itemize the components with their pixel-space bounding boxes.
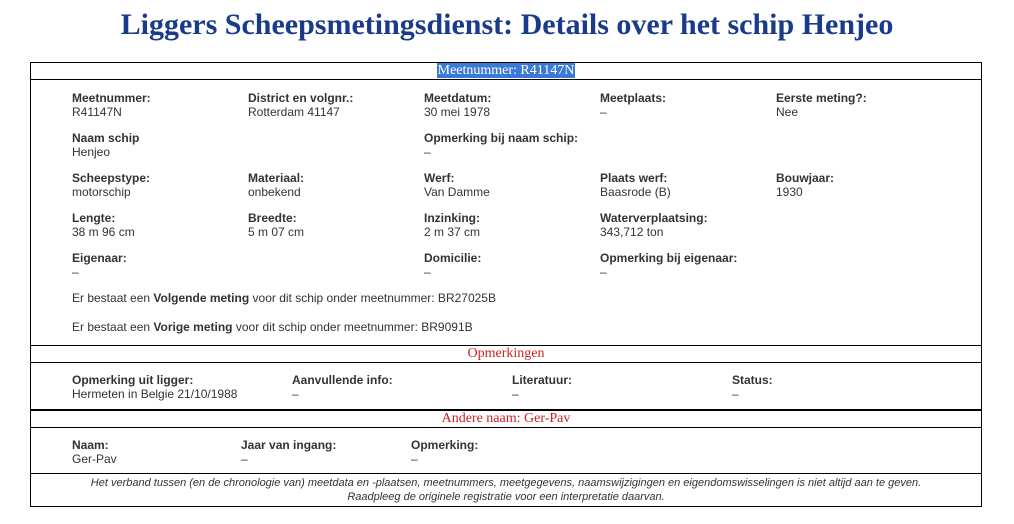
field-werf bbox=[424, 171, 490, 199]
prev-note-pre: Er bestaat een bbox=[72, 320, 154, 334]
value-lengte: 38 m 96 cm bbox=[72, 225, 135, 239]
value-district: Rotterdam 41147 bbox=[248, 105, 340, 119]
label-opmerking-naam: Opmerking bij naam schip: bbox=[424, 131, 579, 145]
label-bouwjaar: Bouwjaar: bbox=[776, 171, 835, 185]
value-meetplaats: – bbox=[600, 105, 607, 119]
label-opmerking-eigenaar: Opmerking bij eigenaar: bbox=[600, 251, 738, 265]
field-naam-schip bbox=[72, 131, 139, 159]
field-bouwjaar bbox=[776, 171, 834, 199]
label-jaar-ingang: Jaar van ingang: bbox=[241, 438, 337, 452]
label-scheepstype: Scheepstype: bbox=[72, 171, 151, 185]
field-opmerking-ligger bbox=[72, 373, 237, 401]
value-werf: Van Damme bbox=[424, 185, 490, 199]
field-meetplaats bbox=[600, 91, 666, 119]
prev-note-bold: Vorige meting bbox=[153, 320, 233, 334]
label-literatuur: Literatuur: bbox=[512, 373, 572, 387]
value-status: – bbox=[732, 387, 739, 401]
field-aanvullende-info bbox=[292, 373, 393, 401]
other-name-box bbox=[30, 427, 982, 474]
label-inzinking: Inzinking: bbox=[424, 211, 480, 225]
remarks-header: Opmerkingen bbox=[30, 345, 982, 363]
field-domicilie bbox=[424, 251, 481, 279]
prev-note-post: voor dit schip onder meetnummer: BR9091B bbox=[232, 320, 473, 334]
previous-measurement-note bbox=[72, 320, 473, 334]
other-name-header: Andere naam: Ger-Pav bbox=[30, 410, 982, 428]
value-meetnummer: R41147N bbox=[72, 105, 122, 119]
value-opmerking-naam: – bbox=[424, 145, 431, 159]
label-meetplaats: Meetplaats: bbox=[600, 91, 667, 105]
label-lengte: Lengte: bbox=[72, 211, 116, 225]
label-opmerking: Opmerking: bbox=[411, 438, 479, 452]
field-materiaal bbox=[248, 171, 304, 199]
meetnummer-header bbox=[30, 62, 982, 80]
field-meetnummer bbox=[72, 91, 151, 119]
label-opmerking-ligger: Opmerking uit ligger: bbox=[72, 373, 194, 387]
field-meetdatum bbox=[424, 91, 491, 119]
next-measurement-note bbox=[72, 291, 496, 305]
value-inzinking: 2 m 37 cm bbox=[424, 225, 481, 239]
label-plaats-werf: Plaats werf: bbox=[600, 171, 668, 185]
label-waterverplaatsing: Waterverplaatsing: bbox=[600, 211, 708, 225]
label-naam-schip: Naam schip bbox=[72, 131, 140, 145]
page-title: Liggers Scheepsmetingsdienst: Details over het schip Henjeo bbox=[120, 8, 894, 41]
value-naam: Ger-Pav bbox=[72, 452, 117, 466]
value-eigenaar: – bbox=[72, 265, 79, 279]
label-naam: Naam: bbox=[72, 438, 109, 452]
field-eigenaar bbox=[72, 251, 127, 279]
field-literatuur bbox=[512, 373, 572, 401]
disclaimer-line-2: Raadpleeg de originele registratie voor een interpretatie daarvan. bbox=[347, 491, 665, 503]
value-literatuur: – bbox=[512, 387, 519, 401]
field-jaar-ingang bbox=[241, 438, 336, 466]
value-aanvullende-info: – bbox=[292, 387, 299, 401]
value-breedte: 5 m 07 cm bbox=[248, 225, 305, 239]
value-scheepstype: motorschip bbox=[72, 185, 131, 199]
next-note-bold: Volgende meting bbox=[153, 291, 250, 305]
disclaimer-line-1: Het verband tussen (en de chronologie van) meetdata en -plaatsen, meetnummers, meetgegevens, naamswijzigingen en eigendomswisselingen is niet altijd aan te geven. bbox=[90, 477, 922, 489]
label-meetdatum: Meetdatum: bbox=[424, 91, 492, 105]
field-breedte bbox=[248, 211, 304, 239]
field-lengte bbox=[72, 211, 135, 239]
label-breedte: Breedte: bbox=[248, 211, 297, 225]
field-waterverplaatsing bbox=[600, 211, 708, 239]
field-status bbox=[732, 373, 773, 401]
value-eerste-meting: Nee bbox=[776, 105, 799, 119]
value-domicilie: – bbox=[424, 265, 431, 279]
value-opmerking: – bbox=[411, 452, 418, 466]
disclaimer-footer bbox=[30, 473, 982, 507]
label-werf: Werf: bbox=[424, 171, 455, 185]
value-naam-schip: Henjeo bbox=[72, 145, 111, 159]
value-materiaal: onbekend bbox=[248, 185, 301, 199]
field-eerste-meting bbox=[776, 91, 867, 119]
field-opmerking-naam bbox=[424, 131, 578, 159]
value-opmerking-eigenaar: – bbox=[600, 265, 607, 279]
label-eerste-meting: Eerste meting?: bbox=[776, 91, 867, 105]
field-plaats-werf bbox=[600, 171, 671, 199]
value-waterverplaatsing: 343,712 ton bbox=[600, 225, 664, 239]
label-eigenaar: Eigenaar: bbox=[72, 251, 127, 265]
field-opmerking bbox=[411, 438, 478, 466]
field-scheepstype bbox=[72, 171, 150, 199]
next-note-pre: Er bestaat een bbox=[72, 291, 154, 305]
next-note-post: voor dit schip onder meetnummer: BR27025B bbox=[249, 291, 496, 305]
value-bouwjaar: 1930 bbox=[776, 185, 803, 199]
label-domicilie: Domicilie: bbox=[424, 251, 482, 265]
label-meetnummer: Meetnummer: bbox=[72, 91, 151, 105]
label-materiaal: Materiaal: bbox=[248, 171, 305, 185]
field-district bbox=[248, 91, 353, 119]
field-opmerking-eigenaar bbox=[600, 251, 737, 279]
value-plaats-werf: Baasrode (B) bbox=[600, 185, 671, 199]
label-district: District en volgnr.: bbox=[248, 91, 354, 105]
meetnummer-header-text: Meetnummer: R41147N bbox=[437, 63, 575, 78]
field-naam bbox=[72, 438, 117, 466]
value-opmerking-ligger: Hermeten in Belgie 21/10/1988 bbox=[72, 387, 238, 401]
label-status: Status: bbox=[732, 373, 773, 387]
label-aanvullende-info: Aanvullende info: bbox=[292, 373, 393, 387]
main-details-box bbox=[30, 79, 982, 346]
value-meetdatum: 30 mei 1978 bbox=[424, 105, 491, 119]
value-jaar-ingang: – bbox=[241, 452, 248, 466]
field-inzinking bbox=[424, 211, 480, 239]
